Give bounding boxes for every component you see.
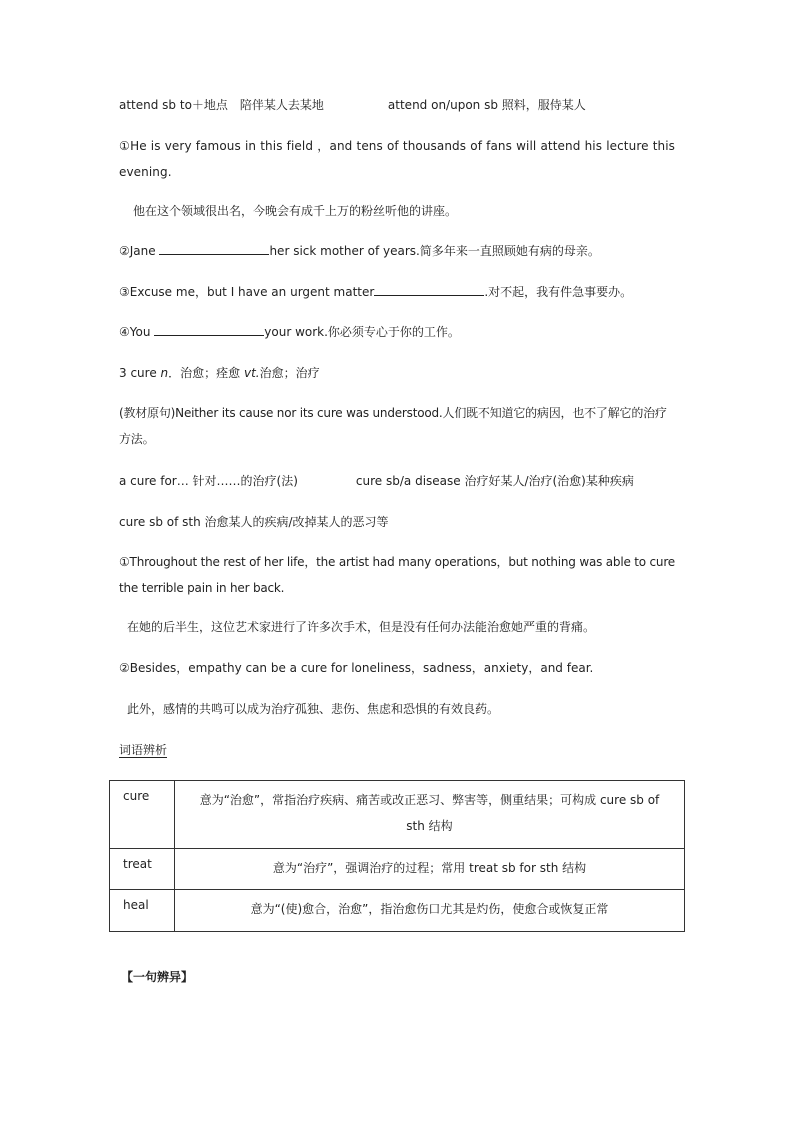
example-3 [119,283,632,301]
cure-heading-noun-meaning: ．治愈；痊愈 [168,366,244,380]
cure-heading-pos-vt: vt. [243,366,260,380]
example-2 [119,242,600,260]
example-1-en: ①He is very famous in this field ，and tens of thousands of fans will attend his lecture this evening. [119,139,675,179]
cure-example-1-en: ①Throughout the rest of her life，the artist had many operations，but nothing was able to cure the terrible pain in her back. [119,555,675,595]
word-cell: treat [110,849,175,890]
example-4-end: your work.你必须专心于你的工作。 [264,325,460,339]
attend-phrase-1: attend sb to＋地点 陪伴某人去某地 [119,98,324,112]
example-2-end: her sick mother of years.简多年来一直照顾她有病的母亲。 [269,244,600,258]
description-cell: 意为“(使)愈合，治愈”，指治愈伤口尤其是灼伤，使愈合或恢复正常 [175,890,685,932]
example-4-start: ④You [119,325,155,339]
description-cell: 意为“治愈”，常指治疗疾病、痛苦或改正恶习、弊害等，侧重结果；可构成 cure sb of sth 结构 [175,781,685,849]
word-analysis-title: 词语辨析 [119,743,168,757]
word-cell: cure [110,781,175,849]
cure-example-2-en: ②Besides，empathy can be a cure for loneliness，sadness，anxiety，and fear. [119,661,594,675]
word-cell: heal [110,890,175,932]
cure-example-2-zh: 此外，感情的共鸣可以成为治疗孤独、悲伤、焦虑和恐惧的有效良药。 [127,702,500,716]
textbook-sentence: (教材原句)Neither its cause nor its cure was understood.人们既不知道它的病因，也不了解它的治疗方法。 [119,406,667,446]
fill-blank-3[interactable] [374,283,484,296]
cure-phrases [119,472,634,490]
cure-heading-word: 3 cure [119,366,161,380]
table-row [110,890,685,932]
cure-heading-verb-meaning: 治愈；治疗 [259,366,320,380]
cure-heading-pos-n: n [160,366,169,380]
fill-blank-2[interactable] [159,242,269,255]
description-cell: 意为“治疗”，强调治疗的过程；常用 treat sb for sth 结构 [175,849,685,890]
fill-blank-4[interactable] [154,323,264,336]
cure-phrase-2: cure sb/a disease 治疗好某人/治疗(治愈)某种疾病 [355,474,634,488]
example-3-end: .对不起，我有件急事要办。 [484,285,633,299]
attend-phrase-2: attend on/upon sb 照料，服侍某人 [387,98,586,112]
example-4 [119,323,460,341]
section-heading: 【一句辨异】 [121,970,194,984]
comparison-table [109,780,685,932]
example-1-zh: 他在这个领域很出名，今晚会有成千上万的粉丝听他的讲座。 [133,204,458,218]
cure-example-1-zh: 在她的后半生，这位艺术家进行了许多次手术，但是没有任何办法能治愈她严重的背痛。 [127,620,596,634]
cure-phrase-1: a cure for… 针对……的治疗(法) [119,474,298,488]
table-row [110,781,685,849]
cure-heading [119,364,320,382]
attend-phrases [119,96,586,114]
cure-phrase-3: cure sb of sth 治愈某人的疾病/改掉某人的恶习等 [119,515,389,529]
example-3-start: ③Excuse me，but I have an urgent matter [119,285,375,299]
example-2-start: ②Jane [119,244,160,258]
table-row [110,849,685,890]
